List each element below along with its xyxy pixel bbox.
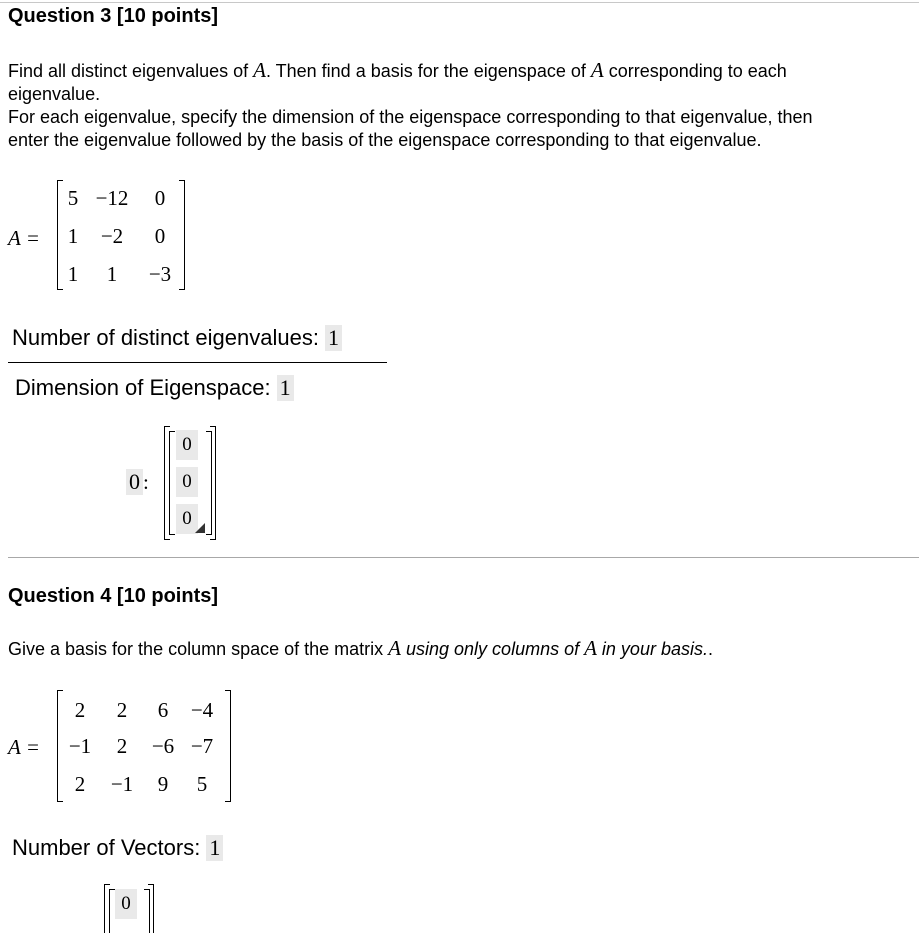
matrix-cell: 0 xyxy=(154,186,166,210)
set-right-bracket xyxy=(210,426,216,540)
q4-matrix: A = 2 2 6 −4 −1 2 −6 −7 2 −1 9 5 xyxy=(0,686,240,806)
q3-matrix: A = 5 −12 0 1 −2 0 1 1 −3 xyxy=(0,176,200,296)
num-vectors-label: Number of Vectors: xyxy=(12,835,201,860)
basis-entry-input[interactable]: 0 xyxy=(176,467,198,497)
basis-entry-input[interactable]: 0 xyxy=(176,504,198,534)
eigenvalue-block-divider xyxy=(8,362,387,363)
q4-vector-entry xyxy=(100,880,160,933)
question-3-title: Question 3 [10 points] xyxy=(8,5,219,27)
eigen-basis-entry: 0 : 0 0 0 xyxy=(120,422,240,542)
matrix-cell: −3 xyxy=(148,262,172,286)
matrix-cell: −2 xyxy=(100,224,124,248)
num-eigenvalues-input[interactable]: 1 xyxy=(325,325,342,351)
question-4-title: Question 4 [10 points] xyxy=(8,585,219,607)
basis-entry-input[interactable]: 0 xyxy=(176,430,198,460)
num-vectors-input[interactable]: 1 xyxy=(206,835,223,861)
matrix-cell: −1 xyxy=(110,772,134,796)
matrix-cell: 1 xyxy=(106,262,118,286)
matrix-cell: 2 xyxy=(116,734,128,758)
vector-left-bracket xyxy=(169,431,175,535)
vector-entry-input[interactable]: 0 xyxy=(115,889,137,919)
num-eigenvalues-label: Number of distinct eigenvalues: xyxy=(12,325,319,350)
matrix-right-bracket xyxy=(225,690,231,802)
question-3-instructions: Find all distinct eigenvalues of A. Then find a basis for the eigenspace of A corresponding to each eigenvalue. For each eigenvalue, specify the dimension of the eigenspace corresponding to that eigenvalue, then enter the eigenvalue followed by the basis of the eigenspace corresponding to that eigenvalue. xyxy=(8,58,813,150)
dimension-row xyxy=(15,375,294,401)
matrix-cell: 2 xyxy=(116,698,128,722)
matrix-cell: 1 xyxy=(67,262,79,286)
matrix-cell: −12 xyxy=(95,186,129,210)
matrix-cell: −7 xyxy=(190,734,214,758)
matrix-cell: 9 xyxy=(157,772,169,796)
matrix-cell: −6 xyxy=(151,734,175,758)
matrix-cell: 6 xyxy=(157,698,169,722)
matrix-cell: 0 xyxy=(154,224,166,248)
matrix-cell: 5 xyxy=(196,772,208,796)
num-eigenvalues-row xyxy=(12,325,342,351)
resize-handle-icon[interactable] xyxy=(194,522,206,534)
set-right-bracket xyxy=(148,884,154,933)
matrix-cell: −4 xyxy=(190,698,214,722)
question-separator xyxy=(8,557,919,558)
matrix-cell: 1 xyxy=(67,224,79,248)
matrix-cell: 2 xyxy=(74,772,86,796)
matrix-cell: 2 xyxy=(74,698,86,722)
num-vectors-row xyxy=(12,835,223,861)
dimension-label: Dimension of Eigenspace: xyxy=(15,375,271,400)
question-4-instructions: Give a basis for the column space of the matrix A using only columns of A in your basis.. xyxy=(8,636,713,660)
eigenvalue-input[interactable]: 0 xyxy=(126,469,143,495)
matrix-cell: 5 xyxy=(67,186,79,210)
matrix-cell: −1 xyxy=(68,734,92,758)
dimension-input[interactable]: 1 xyxy=(277,375,294,401)
top-divider xyxy=(0,2,919,3)
